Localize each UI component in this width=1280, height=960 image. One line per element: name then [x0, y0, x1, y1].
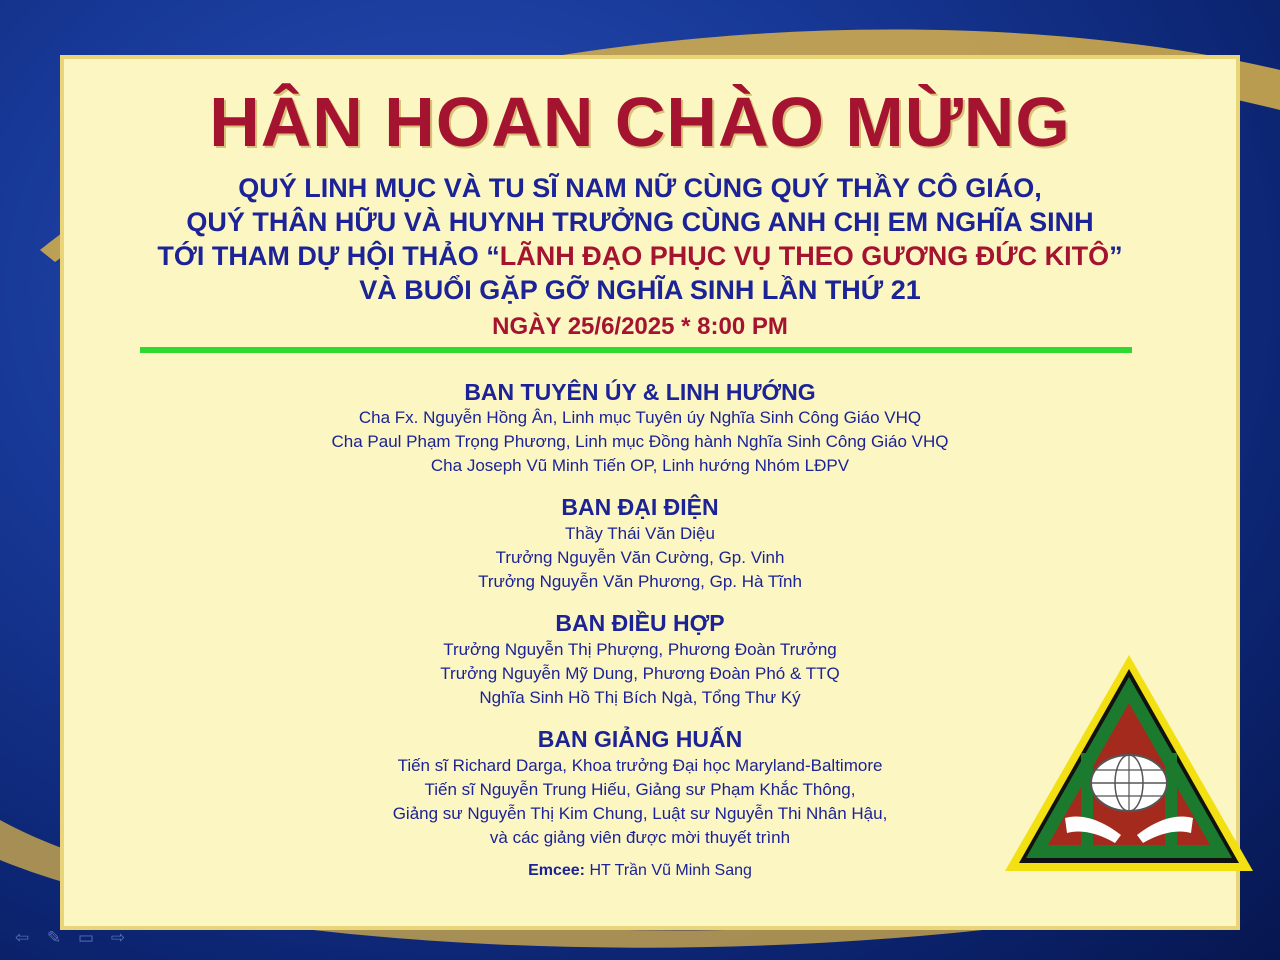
arrow-right-icon[interactable]: ⇨	[110, 928, 126, 948]
section-line: và các giảng viên được mời thuyết trình	[489, 828, 791, 847]
emcee-label: Emcee:	[528, 862, 585, 879]
section-line: Trưởng Nguyễn Văn Cường, Gp. Vinh	[495, 548, 785, 567]
section-line: Nghĩa Sinh Hồ Thị Bích Ngà, Tổng Thư Ký	[479, 688, 801, 707]
pen-icon[interactable]: ✎	[46, 928, 62, 948]
section-line: Trưởng Nguyễn Mỹ Dung, Phương Đoàn Phó & TTQ	[440, 664, 840, 683]
section-heading-lecturers: BAN GIẢNG HUẤN	[537, 726, 743, 752]
section-line: Trưởng Nguyễn Thị Phượng, Phương Đoàn Trưởng	[443, 640, 837, 659]
section-line: Thầy Thái Văn Diệu	[565, 524, 715, 543]
section-line: Tiến sĩ Richard Darga, Khoa trưởng Đại học Maryland-Baltimore	[397, 756, 883, 775]
arrow-left-icon[interactable]: ⇦	[14, 928, 30, 948]
slide-nav-controls	[10, 928, 130, 948]
event-date: NGÀY 25/6/2025 * 8:00 PM	[492, 313, 788, 340]
section-heading-representatives: BAN ĐẠI ĐIỆN	[561, 494, 719, 520]
subtitle-line-3-prefix: TỚI THAM DỰ HỘI THẢO “	[157, 241, 500, 271]
slide-menu-icon[interactable]: ▭	[77, 928, 95, 948]
section-line: Tiến sĩ Nguyễn Trung Hiếu, Giảng sư Phạm Khắc Thông,	[424, 780, 856, 799]
section-heading-chaplaincy: BAN TUYÊN ÚY & LINH HƯỚNG	[464, 379, 816, 405]
section-heading-coordination: BAN ĐIỀU HỢP	[555, 610, 725, 636]
subtitle-line-2: QUÝ THÂN HỮU VÀ HUYNH TRƯỞNG CÙNG ANH CHỊ EM NGHĨA SINH	[186, 207, 1094, 237]
subtitle-line-3	[0, 241, 1280, 272]
slide-title: HÂN HOAN CHÀO MỪNG	[209, 83, 1071, 161]
event-name-highlight: LÃNH ĐẠO PHỤC VỤ THEO GƯƠNG ĐỨC KITÔ	[499, 241, 1110, 271]
subtitle-line-4: VÀ BUỔI GẶP GỠ NGHĨA SINH LẦN THỨ 21	[359, 275, 921, 305]
section-line: Cha Fx. Nguyễn Hồng Ân, Linh mục Tuyên úy Nghĩa Sinh Công Giáo VHQ	[358, 408, 922, 427]
emcee-name: HT Trần Vũ Minh Sang	[585, 862, 752, 879]
green-divider	[140, 347, 1132, 353]
subtitle-line-1: QUÝ LINH MỤC VÀ TU SĨ NAM NỮ CÙNG QUÝ THẦY CÔ GIÁO,	[238, 173, 1042, 203]
section-line: Giảng sư Nguyễn Thị Kim Chung, Luật sư Nguyễn Thi Nhân Hậu,	[392, 804, 888, 823]
section-line: Cha Joseph Vũ Minh Tiến OP, Linh hướng Nhóm LĐPV	[430, 456, 850, 475]
section-line: Trưởng Nguyễn Văn Phương, Gp. Hà Tĩnh	[478, 572, 802, 591]
organization-logo	[1003, 653, 1255, 875]
section-line: Cha Paul Phạm Trọng Phương, Linh mục Đồng hành Nghĩa Sinh Công Giáo VHQ	[331, 432, 949, 451]
subtitle-line-3-suffix: ”	[1109, 241, 1123, 271]
